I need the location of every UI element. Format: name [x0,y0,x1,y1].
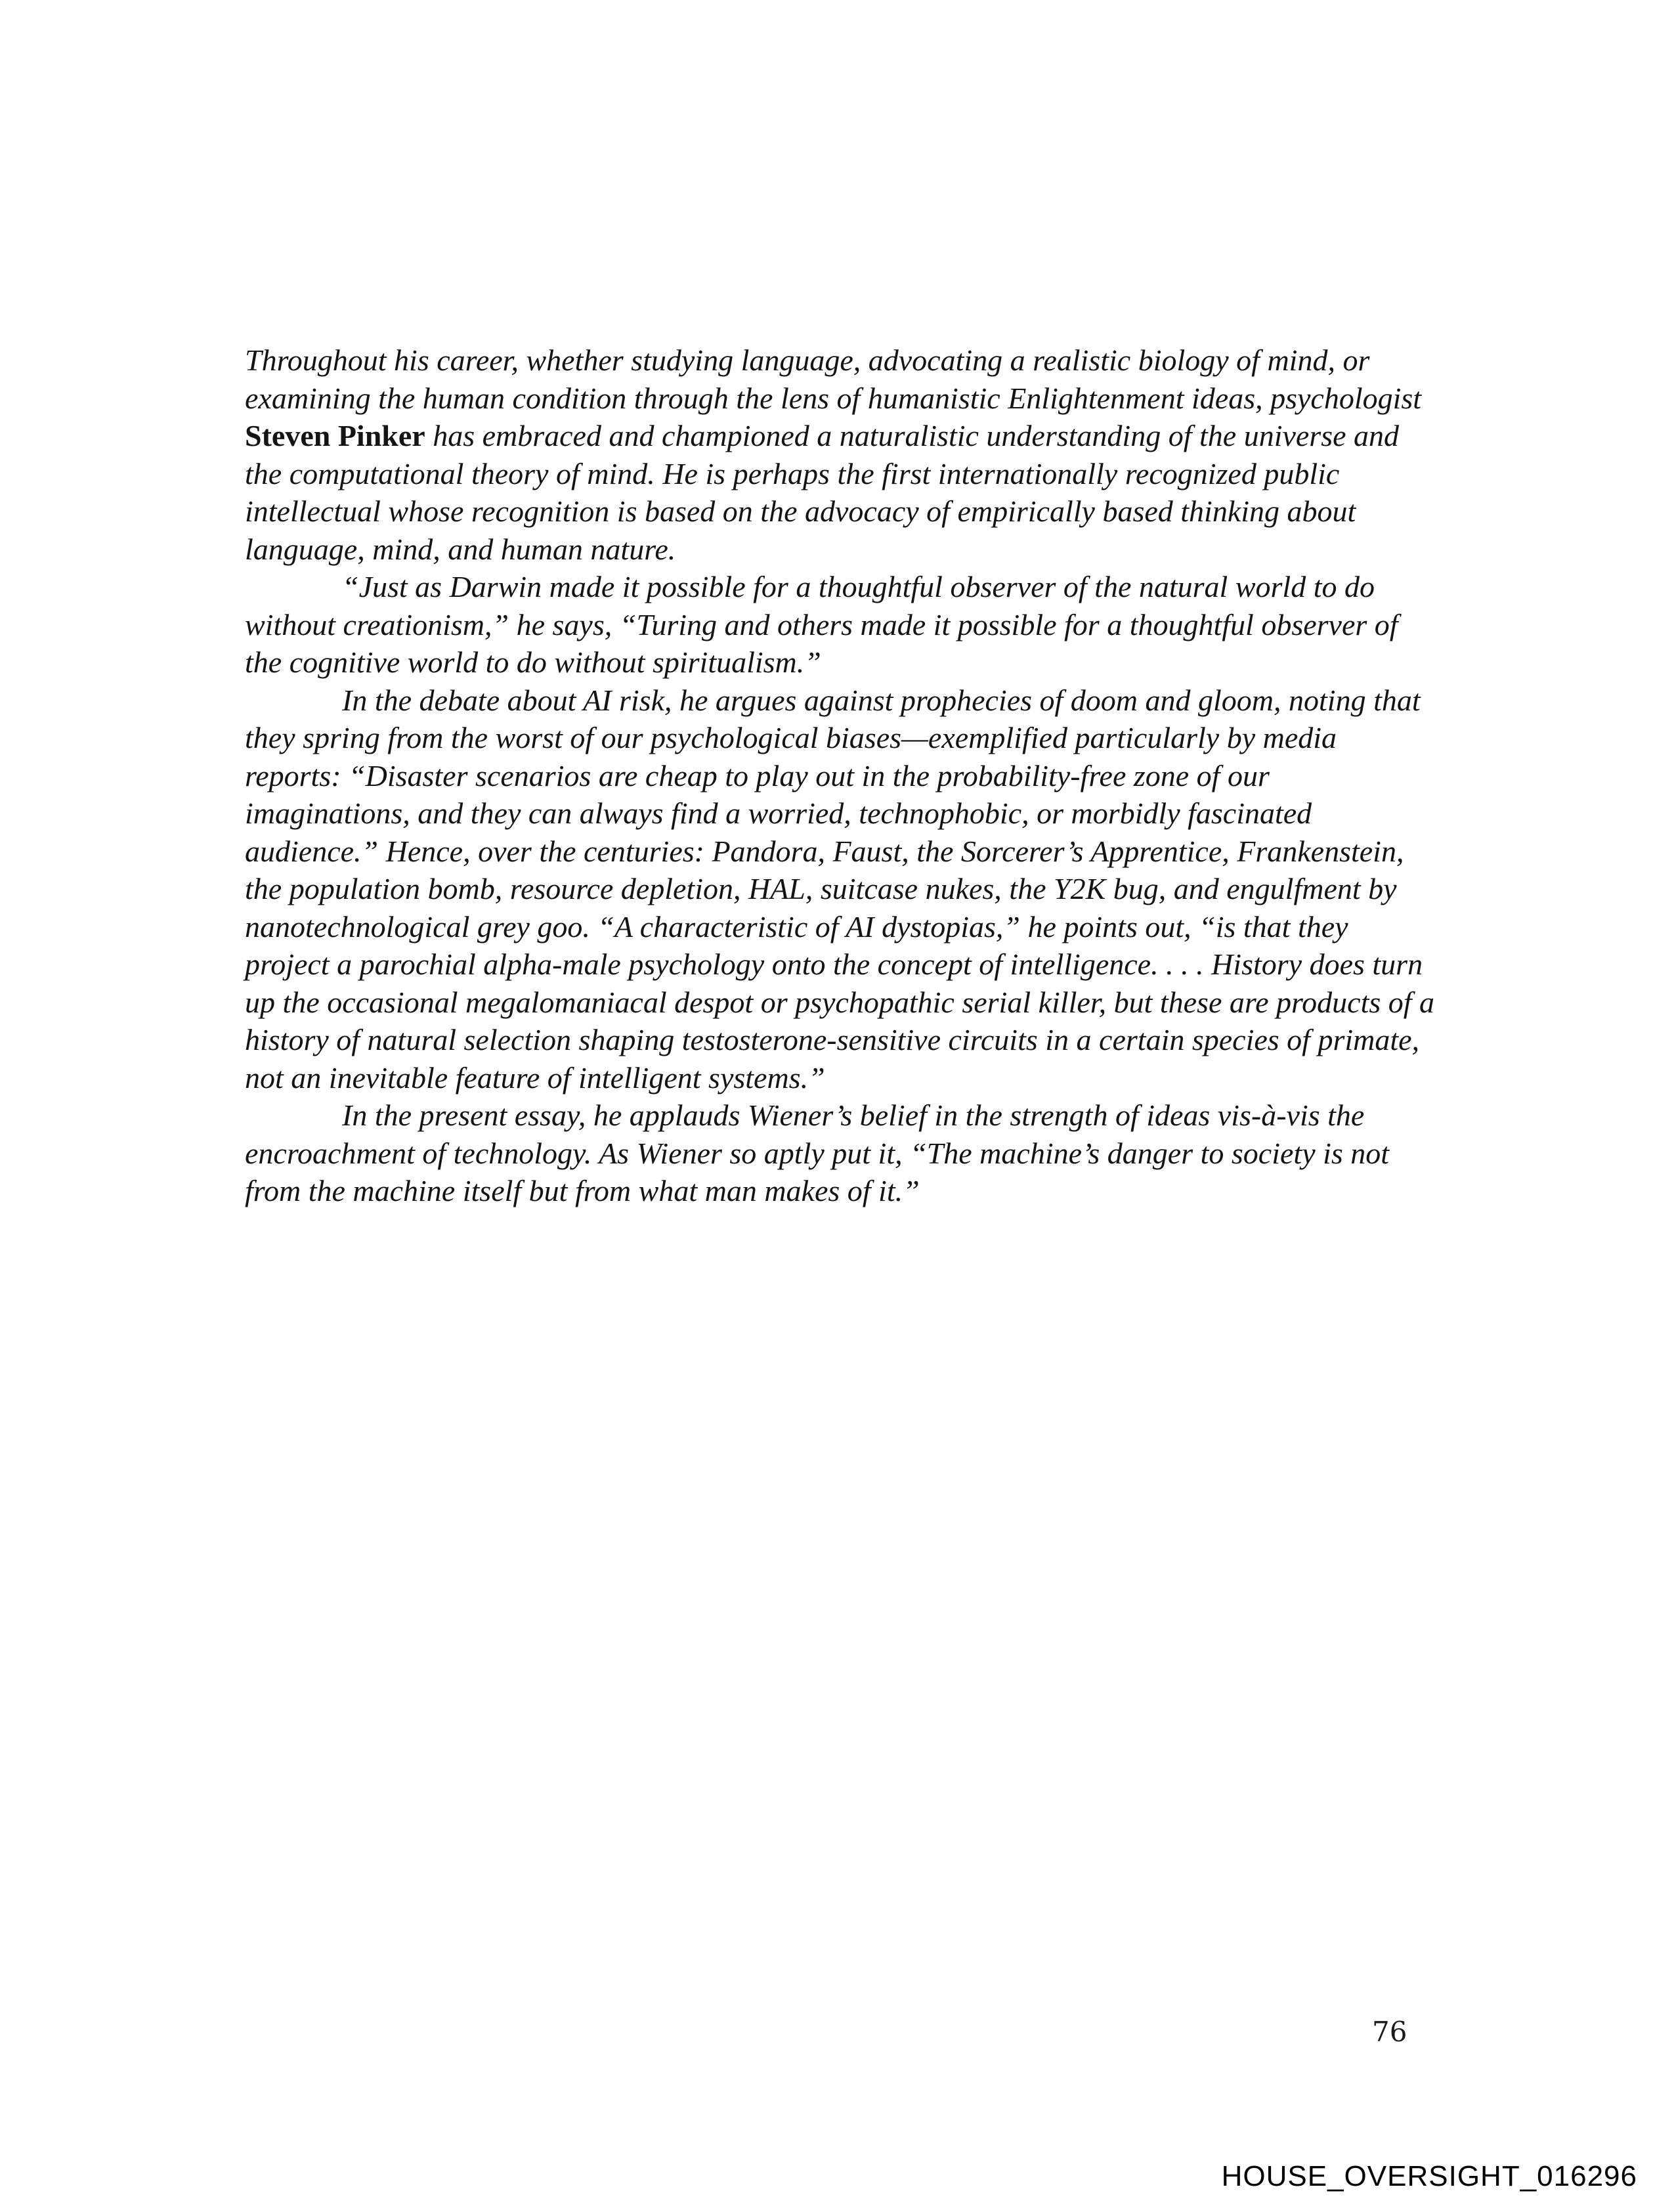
intro-text-block [245,341,1440,1210]
intro-paragraph-4: In the present essay, he applauds Wiener’s belief in the strength of ideas vis-à-vis the encroachment of technology. As Wiener so aptly put it, “The machine’s danger to society is not from the machine itself but from what man makes of it.” [245,1098,1390,1207]
intro-paragraph-3: In the debate about AI risk, he argues against prophecies of doom and gloom, noting that they spring from the worst of our psychological biases—exemplified particularly by media reports: “Disaster scenarios are cheap to play out in the probability-free zone of our imaginations, and they can always find a worried, technophobic, or morbidly fascinated audience.” Hence, over the centuries: Pandora, Faust, the Sorcerer’s Apprentice, Frankenstein, the population bomb, resource depletion, HAL, suitcase nukes, the Y2K bug, and engulfment by nanotechnological grey goo. “A characteristic of AI dystopias,” he points out, “is that they project a parochial alpha-male psychology onto the concept of intelligence. . . . History does turn up the occasional megalomaniacal despot or psychopathic serial killer, but these are products of a history of natural selection shaping testosterone-sensitive circuits in a certain species of primate, not an inevitable feature of intelligent systems.” [245,683,1435,1095]
author-name: Steven Pinker [245,419,425,452]
bates-number: HOUSE_OVERSIGHT_016296 [1221,2160,1637,2192]
intro-paragraph-2: “Just as Darwin made it possible for a thoughtful observer of the natural world to do without creationism,” he says, “Turing and others made it possible for a thoughtful observer of the cognitive world to do without spiritualism.” [245,570,1398,679]
intro-paragraph-1 [245,341,1440,568]
paragraph-1-lead-text: Throughout his career, whether studying language, advocating a realistic biology of mind, or examining the human condition through the lens of humanistic Enlightenment ideas, psychologist [245,343,1422,415]
page-number: 76 [1372,2016,1407,2048]
paragraph-1-rest-text: has embraced and championed a naturalistic understanding of the universe and the computational theory of mind. He is perhaps the first internationally recognized public intellectual whose recognition is based on the advocacy of empirically based thinking about language, mind, and human nature. [245,419,1400,566]
